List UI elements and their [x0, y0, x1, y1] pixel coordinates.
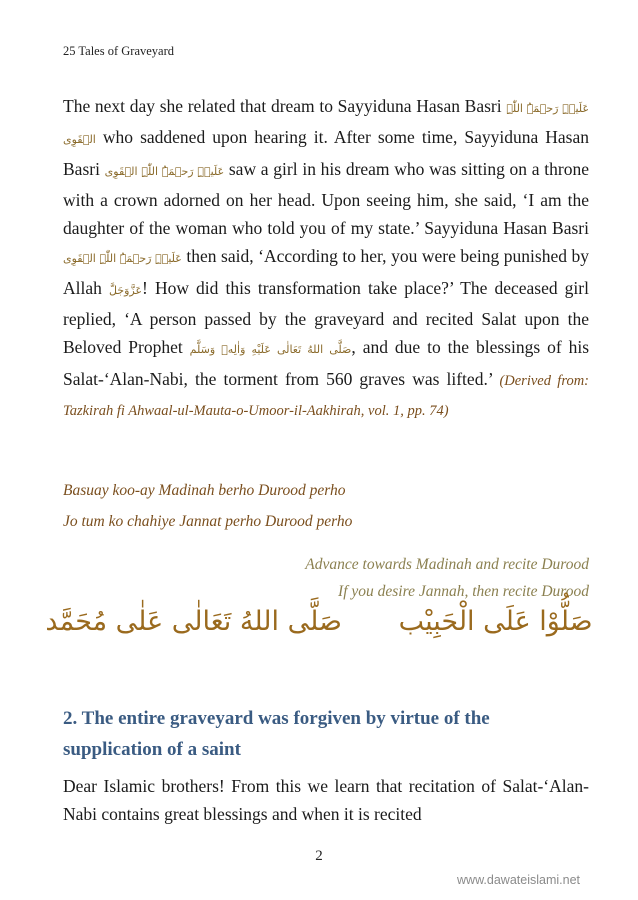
text-segment: The next day she related that dream to Sayyiduna Hasan Basri [63, 96, 502, 116]
text-segment: who saddened upon hearing it. After some time, Sayyiduna Hasan Basri [63, 127, 589, 179]
couplet-translation-1: Advance towards Madinah and recite Durood [305, 556, 589, 573]
page-number: 2 [315, 848, 323, 864]
section-heading: 2. The entire graveyard was forgiven by virtue of the supplication of a saint [63, 708, 490, 760]
text-segment: , and due to the blessings of his Salat-‘Alan-Nabi, the torment from 560 graves was lifted.’ [63, 337, 590, 389]
arabic-honorific: عَلَیۡہِ رَحۡمَۃُ اللّٰہِ الۡقَوِی [104, 164, 225, 178]
text-segment: then said, ‘According to her, you were being punished by Allah [63, 246, 589, 298]
text-segment: ! How did this transformation take place?’ The deceased girl replied, ‘A person passed by the graveyard and recited Salat upon the Beloved Prophet [63, 277, 589, 358]
running-header: 25 Tales of Graveyard [63, 44, 175, 58]
durood-response: صَلَّى اللهُ تَعَالٰى عَلٰى مُحَمَّد [45, 606, 342, 637]
arabic-honorific: عَلَیۡہِ رَحۡمَۃُ اللّٰہِ الۡقَوِی [63, 252, 182, 266]
text-segment: saw a girl in his dream who was sitting on a throne with a crown adorned on her head. Upon seeing him, she said, ‘I am the daughter of the woman who told you of my state.’ Sayyiduna Hasan Basri [63, 158, 589, 239]
arabic-honorific: عَزَّوَجَلَّ [108, 283, 143, 297]
arabic-honorific: عَلَیۡہِ رَحۡمَۃُ اللّٰہِ الۡقَوِی [63, 102, 590, 147]
durood-banner [0, 606, 638, 637]
couplet-translation-2: If you desire Jannah, then recite Durood [338, 583, 589, 600]
couplet-line-1: Basuay koo-ay Madinah berho Durood perho [63, 482, 346, 499]
source-reference: (Derived from: Tazkirah fi Ahwaal-ul-Mauta-o-Umoor-il-Aakhirah, vol. 1, pp. 74) [63, 372, 589, 419]
durood-call: صَلُّوْا عَلَى الْحَبِيْب [398, 606, 593, 637]
arabic-salawat: صَلَّى اللهُ تَعَالٰى عَلَيْهِ وَاٰلِهٖ وَسَلَّم [189, 343, 352, 357]
section-paragraph: Dear Islamic brothers! From this we learn that recitation of Salat-‘Alan-Nabi contains great blessings and when it is recited [63, 776, 589, 825]
footer-link[interactable]: www.dawateislami.net [457, 873, 580, 887]
story-paragraph [63, 92, 589, 425]
couplet-line-2: Jo tum ko chahiye Jannat perho Durood perho [63, 513, 353, 530]
